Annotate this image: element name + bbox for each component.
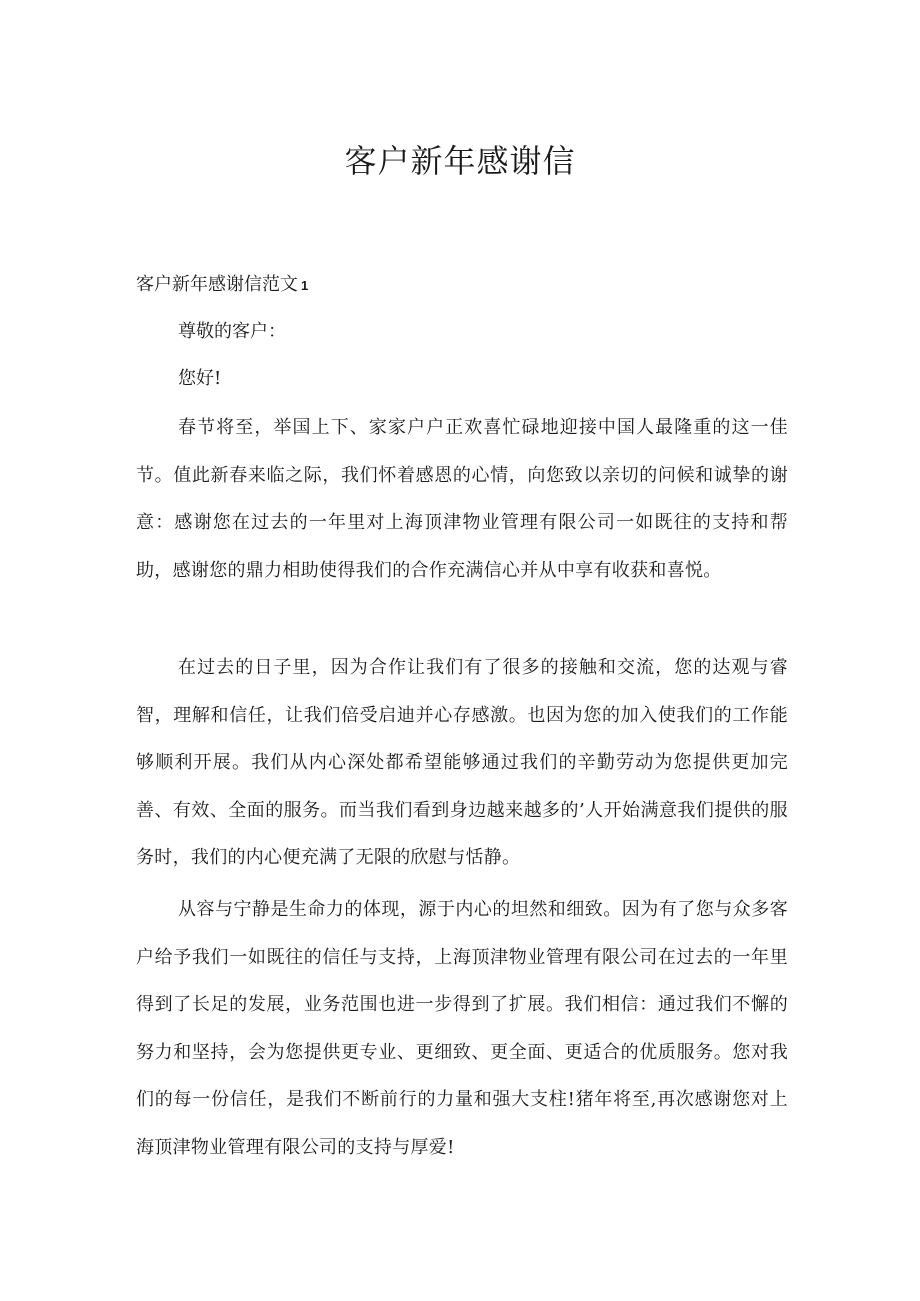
paragraph-3: 从容与宁静是生命力的体现，源于内心的坦然和细致。因为有了您与众多客户给予我们一如既往的信任与支持，上海顶津物业管理有限公司在过去的一年里得到了长足的发展，业务范围也进一步得到了扩展。我们相信：通过我们不懈的努力和坚持，会为您提供更专业、更细致、更全面、更适合的优质服务。您对我们的每一份信任，是我们不断前行的力量和强大支柱!猪年将至,再次感谢您对上海顶津物业管理有限公司的支持与厚爱! <box>136 899 788 1158</box>
subtitle-text: 客户新年感谢信范文 <box>136 274 298 295</box>
document-subtitle <box>136 271 308 300</box>
document-title: 客户新年感谢信 <box>344 142 576 180</box>
subtitle-number: 1 <box>301 278 309 293</box>
paragraph-2: 在过去的日子里，因为合作让我们有了很多的接触和交流，您的达观与睿智，理解和信任，让我们倍受启迪并心存感激。也因为您的加入使我们的工作能够顺利开展。我们从内心深处都希望能够通过我们的辛勤劳动为您提供更加完善、有效、全面的服务。而当我们看到身边越来越多的’人开始满意我们提供的服务时，我们的内心便充满了无限的欣慰与恬静。 <box>136 657 788 868</box>
greeting: 您好! <box>178 368 222 389</box>
paragraph-1: 春节将至，举国上下、家家户户正欢喜忙碌地迎接中国人最隆重的这一佳节。值此新春来临之际，我们怀着感恩的心情，向您致以亲切的问候和诚挚的谢意：感谢您在过去的一年里对上海顶津物业管理有限公司一如既往的支持和帮助，感谢您的鼎力相助使得我们的合作充满信心并从中享有收获和喜悦。 <box>136 417 788 581</box>
salutation: 尊敬的客户： <box>178 321 286 342</box>
